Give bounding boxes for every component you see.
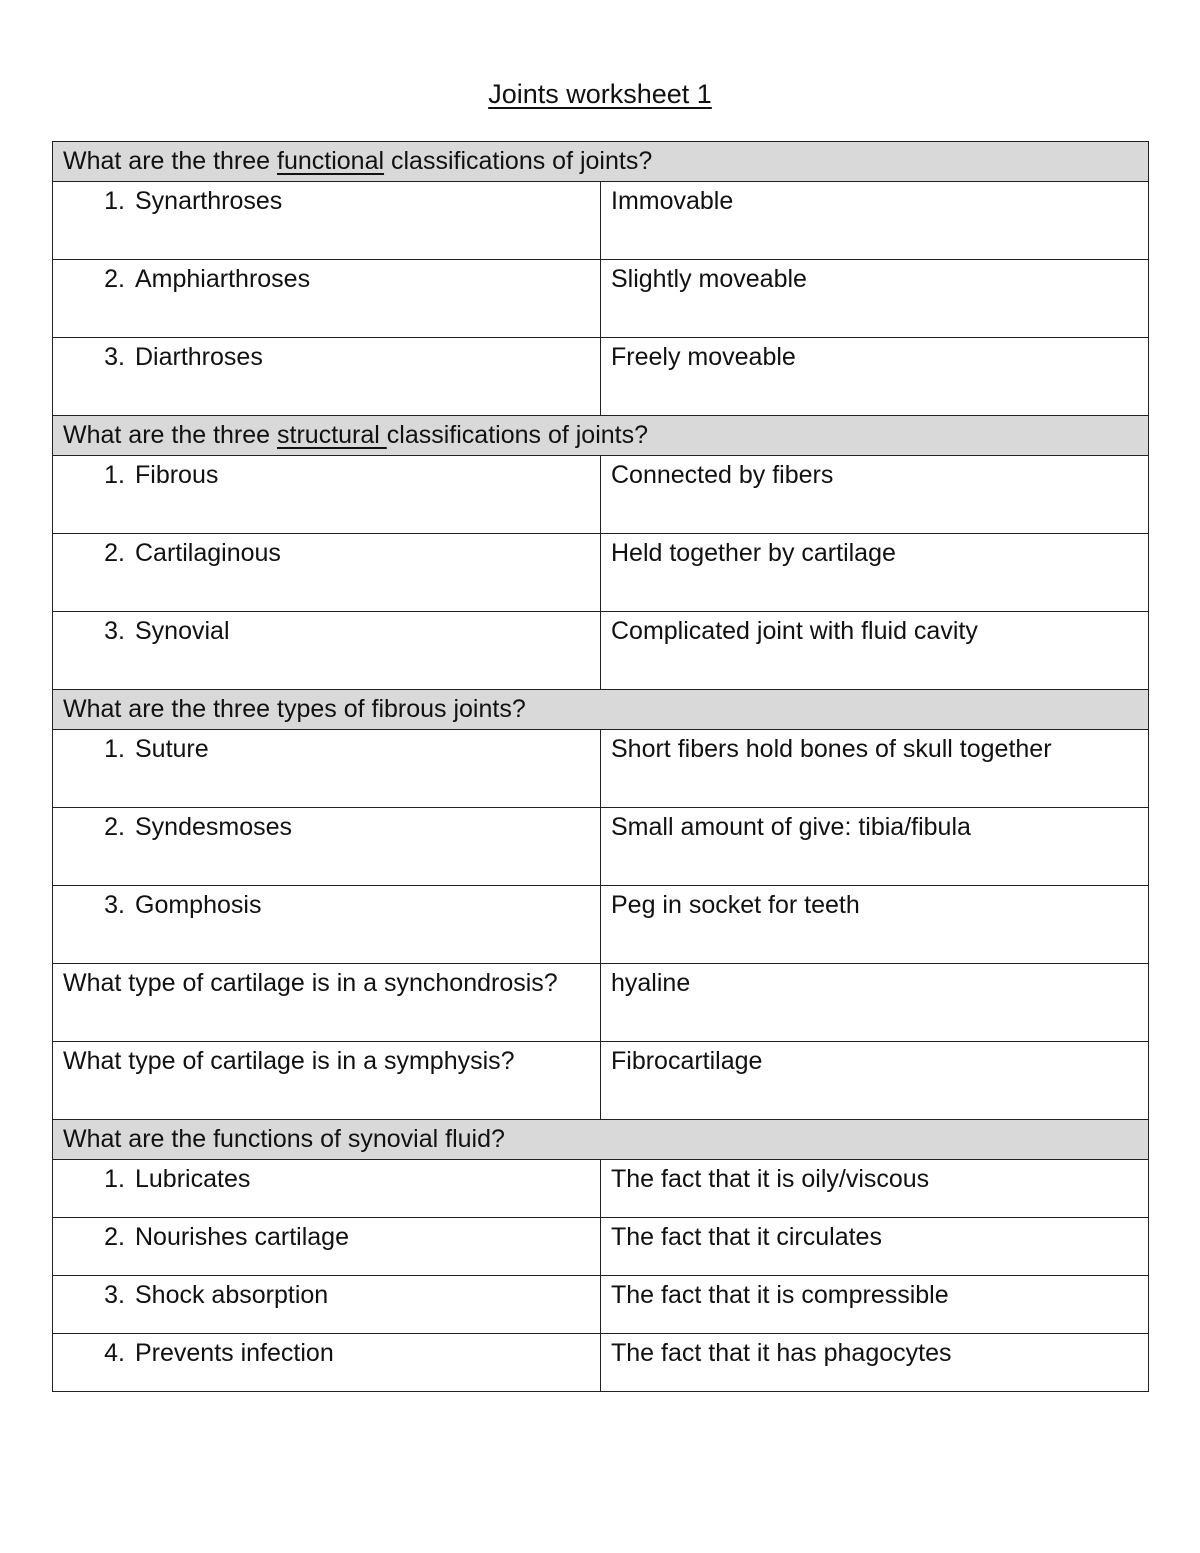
term-text: Lubricates <box>135 1165 251 1193</box>
page-title-text: Joints worksheet 1 <box>488 79 712 109</box>
answer-cell: The fact that it is compressible <box>601 1276 1149 1334</box>
table-row <box>53 730 1149 808</box>
question-text: classifications of joints? <box>386 421 649 449</box>
table-row <box>53 1160 1149 1218</box>
term-cell <box>53 886 601 964</box>
item-number: 2. <box>104 265 125 293</box>
item-number: 2. <box>104 1223 125 1251</box>
answer-cell: Immovable <box>601 182 1149 260</box>
term-cell <box>53 534 601 612</box>
section-header-structural <box>53 416 1149 456</box>
section-header-fibrous <box>53 690 1149 730</box>
table-row <box>53 1042 1149 1120</box>
table-row <box>53 808 1149 886</box>
item-number: 1. <box>104 1165 125 1193</box>
term-cell <box>53 730 601 808</box>
answer-cell: The fact that it has phagocytes <box>601 1334 1149 1392</box>
term-cell <box>53 182 601 260</box>
answer-cell: Freely moveable <box>601 338 1149 416</box>
table-row <box>53 260 1149 338</box>
question-text: classifications of joints? <box>384 147 653 175</box>
table-row <box>53 456 1149 534</box>
question-cell: What type of cartilage is in a synchondrosis? <box>53 964 601 1042</box>
answer-cell: Small amount of give: tibia/fibula <box>601 808 1149 886</box>
section-header-synovial <box>53 1120 1149 1160</box>
table-row <box>53 886 1149 964</box>
term-cell <box>53 456 601 534</box>
answer-cell: Held together by cartilage <box>601 534 1149 612</box>
term-text: Amphiarthroses <box>135 265 311 293</box>
worksheet-table <box>52 141 1149 1392</box>
answer-cell: hyaline <box>601 964 1149 1042</box>
term-text: Synarthroses <box>135 187 283 215</box>
term-text: Syndesmoses <box>135 813 293 841</box>
question-cell <box>53 416 1149 456</box>
answer-cell: The fact that it is oily/viscous <box>601 1160 1149 1218</box>
term-text: Prevents infection <box>135 1339 334 1367</box>
answer-cell: Peg in socket for teeth <box>601 886 1149 964</box>
answer-cell: Connected by fibers <box>601 456 1149 534</box>
answer-cell: Fibrocartilage <box>601 1042 1149 1120</box>
item-number: 1. <box>104 735 125 763</box>
table-row <box>53 338 1149 416</box>
term-text: Synovial <box>135 617 230 645</box>
item-number: 2. <box>104 539 125 567</box>
table-row <box>53 534 1149 612</box>
term-cell <box>53 1276 601 1334</box>
answer-cell: Complicated joint with fluid cavity <box>601 612 1149 690</box>
table-row <box>53 1276 1149 1334</box>
term-cell <box>53 612 601 690</box>
page-title <box>0 74 1200 114</box>
item-number: 1. <box>104 187 125 215</box>
item-number: 3. <box>104 1281 125 1309</box>
question-text: What are the three <box>63 147 278 175</box>
table-row <box>53 1218 1149 1276</box>
item-number: 4. <box>104 1339 125 1367</box>
answer-cell: Short fibers hold bones of skull together <box>601 730 1149 808</box>
item-number: 3. <box>104 617 125 645</box>
item-number: 3. <box>104 343 125 371</box>
answer-cell: Slightly moveable <box>601 260 1149 338</box>
term-cell <box>53 1160 601 1218</box>
term-text: Cartilaginous <box>135 539 281 567</box>
term-text: Fibrous <box>135 461 219 489</box>
question-cell: What are the three types of fibrous joints? <box>53 690 1149 730</box>
question-cell: What are the functions of synovial fluid? <box>53 1120 1149 1160</box>
question-cell <box>53 142 1149 182</box>
term-cell <box>53 260 601 338</box>
term-text: Suture <box>135 735 209 763</box>
table-row <box>53 964 1149 1042</box>
term-text: Gomphosis <box>135 891 262 919</box>
term-text: Shock absorption <box>135 1281 329 1309</box>
question-cell: What type of cartilage is in a symphysis? <box>53 1042 601 1120</box>
table-row <box>53 612 1149 690</box>
item-number: 3. <box>104 891 125 919</box>
question-emphasis: structural <box>277 421 387 449</box>
term-cell <box>53 1218 601 1276</box>
term-cell <box>53 338 601 416</box>
answer-cell: The fact that it circulates <box>601 1218 1149 1276</box>
question-text: What are the three <box>63 421 278 449</box>
section-header-functional <box>53 142 1149 182</box>
term-text: Diarthroses <box>135 343 263 371</box>
table-row <box>53 182 1149 260</box>
term-cell <box>53 1334 601 1392</box>
question-emphasis: functional <box>277 147 385 175</box>
term-cell <box>53 808 601 886</box>
item-number: 2. <box>104 813 125 841</box>
term-text: Nourishes cartilage <box>135 1223 349 1251</box>
item-number: 1. <box>104 461 125 489</box>
table-row <box>53 1334 1149 1392</box>
